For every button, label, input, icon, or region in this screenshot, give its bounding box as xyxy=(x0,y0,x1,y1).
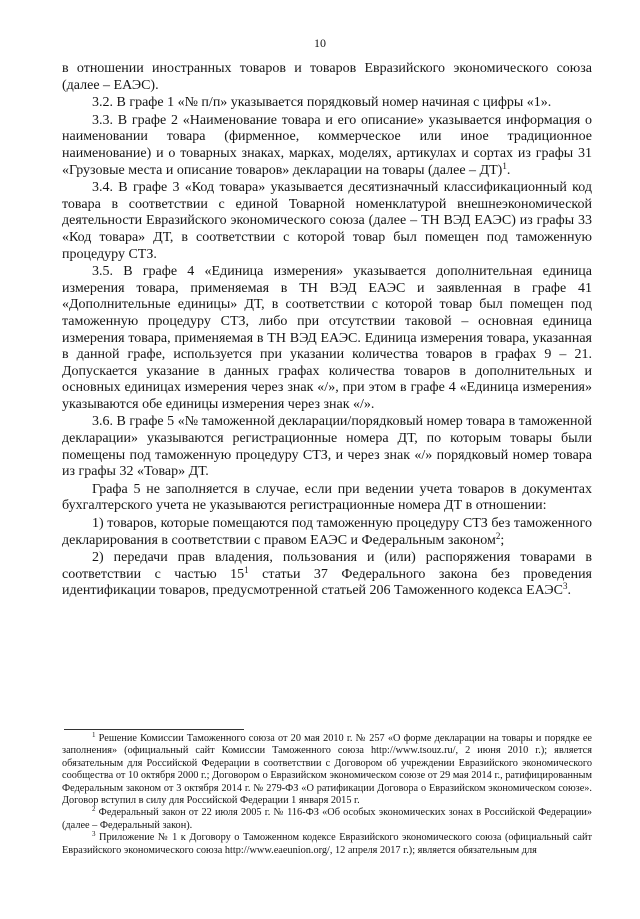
footnote-3: $^3$ Приложение № 1 к Договору о Таможенном кодексе Евразийского экономического союза (официальный сайт Евразийского экономического союза http://www.eaeunion.org/, 12 апреля 2017 г.); является обязательным для xyxy=(62,830,592,856)
footnote-mark-3: 3 xyxy=(92,830,96,839)
paragraph-3-6: 3.6. В графе 5 «№ таможенной декларации/порядковый номер товара в таможенной декларации» указываются регистрационные номера ДТ, по которым товары были помещены под таможенную процедуру СТЗ, и через знак «/» порядковый номер товара из графы 32 «Товар» ДТ. xyxy=(62,414,592,480)
footnote-mark-1: 1 xyxy=(92,731,96,739)
footnote-2: $^2$ Федеральный закон от 22 июля 2005 г. № 116-ФЗ «Об особых экономических зонах в Российской Федерации» (далее – Федеральный закон). xyxy=(62,805,592,831)
footnote-mark-2: 2 xyxy=(92,805,96,814)
paragraph-3-5: 3.5. В графе 4 «Единица измерения» указывается дополнительная единица измерения товара, применяемая в ТН ВЭД ЕАЭС и заявленная в графе 41 «Дополнительные единицы» ДТ, в соответствии с которой товар был помещен под таможенную процедуру СТЗ, либо при отсутствии таковой – основная единица измерения товара, применяемая в ТН ВЭД ЕАЭС. Единица измерения товара, указанная в данной графе, используется при указании количества товаров в графах 9 – 21. Допускается указание в данных графах количества товаров в дополнительных и основных единицах измерения через знак «/», при этом в графе 4 «Единица измерения» указываются обе единицы измерения через знак «/». xyxy=(62,264,592,412)
paragraph-intro: в отношении иностранных товаров и товаров Евразийского экономического союза (далее – ЕАЭС). xyxy=(62,61,592,93)
page-number: 10 xyxy=(314,36,326,50)
paragraph-3-3: 3.3. В графе 2 «Наименование товара и его описание» указывается информация о наименовании товара (фирменное, коммерческое или иное традиционное наименование) и о товарных знаках, марках, моделях, артикулах и сортах из графы 31 «Грузовые места и описание товаров» декларации на товары (далее – ДТ)$^1$. xyxy=(62,112,592,178)
footnote-ref-2: 2 xyxy=(495,530,501,541)
document-body xyxy=(62,61,592,600)
superscript-part-number: 1 xyxy=(244,564,249,575)
paragraph-3-4: 3.4. В графе 3 «Код товара» указывается десятизначный классификационный код товара в соответствии с единой Товарной номенклатурой внешнеэкономической деятельности Евразийского экономического союза (далее – ТН ВЭД ЕАЭС) из графы 33 «Код товара» ДТ, в соответствии с которой товар был помещен под таможенную процедуру СТЗ. xyxy=(62,180,592,262)
paragraph-grafa-5: Графа 5 не заполняется в случае, если при ведении учета товаров в документах бухгалтерского учета не указываются регистрационные номера ДТ в отношении: xyxy=(62,481,592,514)
footnote-ref-3: 3 xyxy=(563,581,568,592)
paragraph-3-2: 3.2. В графе 1 «№ п/п» указывается порядковый номер начиная с цифры «1». xyxy=(92,95,552,111)
footnote-1: $^1$ Решение Комиссии Таможенного союза от 20 мая 2010 г. № 257 «О форме декларации на товары и порядке ее заполнения» (официальный сайт Комиссии Таможенного союза http://www.tsouz.ru/, 2 июня 2010 г.); является обязательным для Российской Федерации в соответствии с Договором об учреждении Евразийского экономического сообщества от 10 октября 2000 г.; Договором о Евразийском экономическом союзе от 29 мая 2014 г., ратифицированным Федеральным законом от 3 октября 2014 г. № 279-ФЗ «О ратификации Договора о Евразийском экономическом союзе». Договор вступил в силу для Российской Федерации 1 января 2015 г. xyxy=(62,731,592,807)
footnote-divider xyxy=(64,729,244,730)
footnote-ref-1: 1 xyxy=(502,160,507,171)
paragraph-item-2: 2) передачи прав владения, пользования и (или) распоряжения товарами в соответствии с частью 15$^1$ статьи 37 Федерального закона без проведения идентификации товаров, предусмотренной статьей 206 Таможенного кодекса ЕАЭС$^3$. xyxy=(62,550,592,599)
footnotes xyxy=(62,733,592,857)
paragraph-item-1: 1) товаров, которые помещаются под таможенную процедуру СТЗ без таможенного декларирования в соответствии с правом ЕАЭС и Федеральным законом$^2$; xyxy=(62,516,592,548)
